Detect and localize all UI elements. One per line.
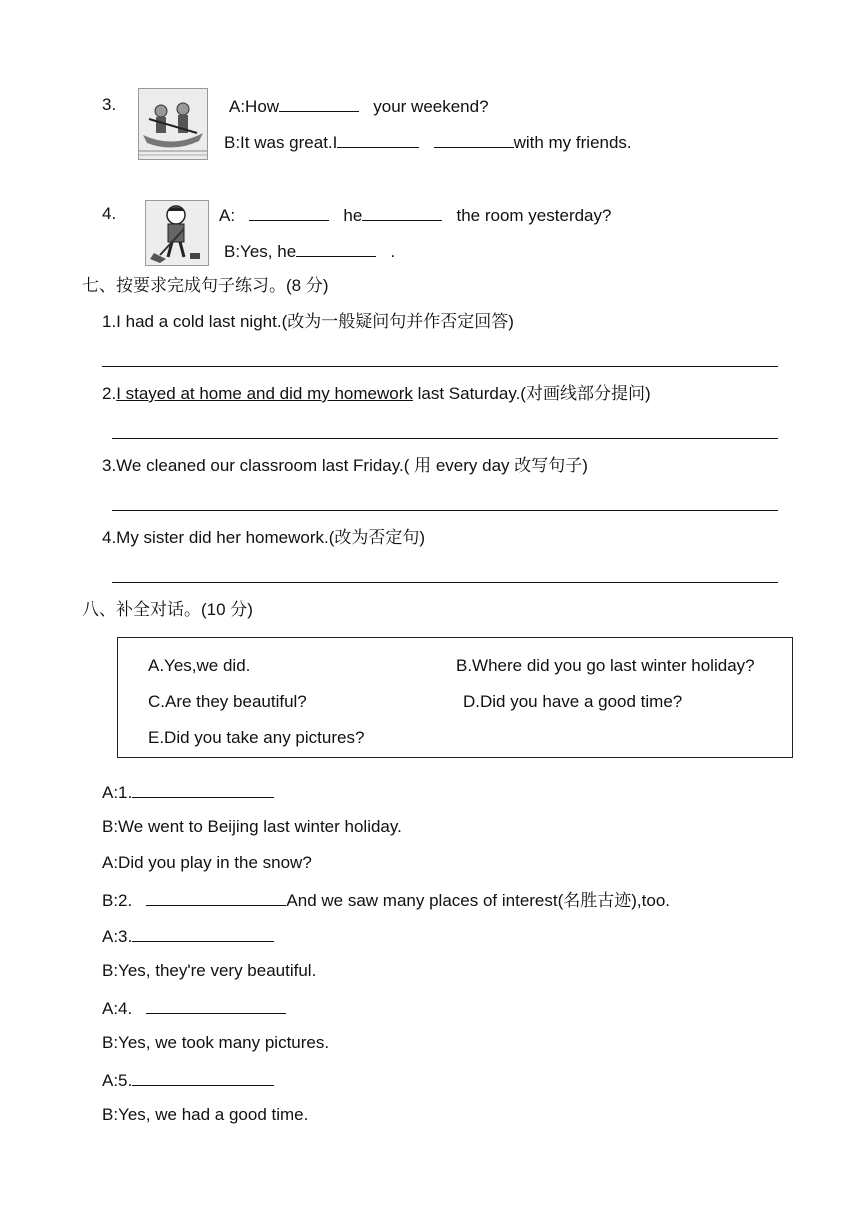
option-c: C.Are they beautiful?: [148, 692, 307, 711]
section-8-title: 八、补全对话。(10 分): [82, 600, 253, 619]
answer-line[interactable]: [112, 438, 778, 439]
section-7-title: 七、按要求完成句子练习。(8 分): [82, 276, 329, 295]
section-7-item-2: [102, 384, 651, 404]
dialogue-label: A:4.: [102, 999, 133, 1018]
item-2-underlined-part: I stayed at home and did my homework: [116, 384, 413, 403]
q3-b-prefix: B:It was great.I: [224, 133, 338, 152]
dialogue-line-7: [102, 997, 286, 1019]
answer-line[interactable]: [112, 510, 778, 511]
dialogue-line-2: B:We went to Beijing last winter holiday.: [102, 817, 402, 836]
q4-line-b: [224, 240, 395, 262]
dialogue-text: And we saw many places of interest(名胜古迹),too.: [286, 891, 671, 910]
q3-number: 3.: [102, 95, 117, 114]
answer-line[interactable]: [112, 582, 778, 583]
blank-field[interactable]: [146, 997, 286, 1014]
blank-field[interactable]: [296, 240, 376, 257]
q4-a-prefix: A:: [219, 206, 236, 225]
dialogue-label: B:2.: [102, 891, 133, 910]
q4-b-suffix: .: [390, 242, 396, 261]
q4-a-suffix: the room yesterday?: [456, 206, 612, 225]
dialogue-label: A:5.: [102, 1071, 133, 1090]
rowing-boat-illustration: [138, 88, 208, 160]
q4-b-prefix: B:Yes, he: [224, 242, 297, 261]
q3-a-prefix: A:How: [229, 97, 280, 116]
option-d: D.Did you have a good time?: [463, 692, 683, 711]
q3-a-suffix: your weekend?: [373, 97, 489, 116]
blank-field[interactable]: [279, 95, 359, 112]
blank-field[interactable]: [362, 204, 442, 221]
dialogue-line-6: B:Yes, they're very beautiful.: [102, 961, 317, 980]
dialogue-label: A:3.: [102, 927, 133, 946]
boy-sweeping-illustration: [145, 200, 209, 266]
dialogue-line-4: [102, 889, 670, 911]
dialogue-line-5: [102, 925, 274, 947]
dialogue-line-9: [102, 1069, 274, 1091]
q3-b-suffix: with my friends.: [513, 133, 632, 152]
dialogue-label: A:1.: [102, 783, 133, 802]
section-7-item-4: 4.My sister did her homework.(改为否定句): [102, 528, 426, 547]
blank-field[interactable]: [146, 889, 286, 906]
blank-field[interactable]: [132, 1069, 274, 1086]
q4-number: 4.: [102, 204, 117, 223]
blank-field[interactable]: [132, 925, 274, 942]
section-7-item-1: 1.I had a cold last night.(改为一般疑问句并作否定回答): [102, 312, 514, 331]
item-2-prefix: 2.: [102, 384, 117, 403]
q4-line-a: [219, 204, 611, 226]
option-a: A.Yes,we did.: [148, 656, 251, 675]
dialogue-line-1: [102, 781, 274, 803]
blank-field[interactable]: [337, 131, 419, 148]
q4-a-mid: he: [343, 206, 363, 225]
q3-line-b: [224, 131, 632, 153]
blank-field[interactable]: [434, 131, 514, 148]
q3-line-a: [229, 95, 489, 117]
dialogue-line-3: A:Did you play in the snow?: [102, 853, 312, 872]
item-2-suffix: last Saturday.(对画线部分提问): [412, 384, 651, 403]
blank-field[interactable]: [132, 781, 274, 798]
dialogue-line-8: B:Yes, we took many pictures.: [102, 1033, 330, 1052]
option-e: E.Did you take any pictures?: [148, 728, 365, 747]
dialogue-line-10: B:Yes, we had a good time.: [102, 1105, 309, 1124]
blank-field[interactable]: [249, 204, 329, 221]
answer-line[interactable]: [102, 366, 778, 367]
section-7-item-3: 3.We cleaned our classroom last Friday.( 用 every day 改写句子): [102, 456, 588, 475]
option-b: B.Where did you go last winter holiday?: [456, 656, 755, 675]
